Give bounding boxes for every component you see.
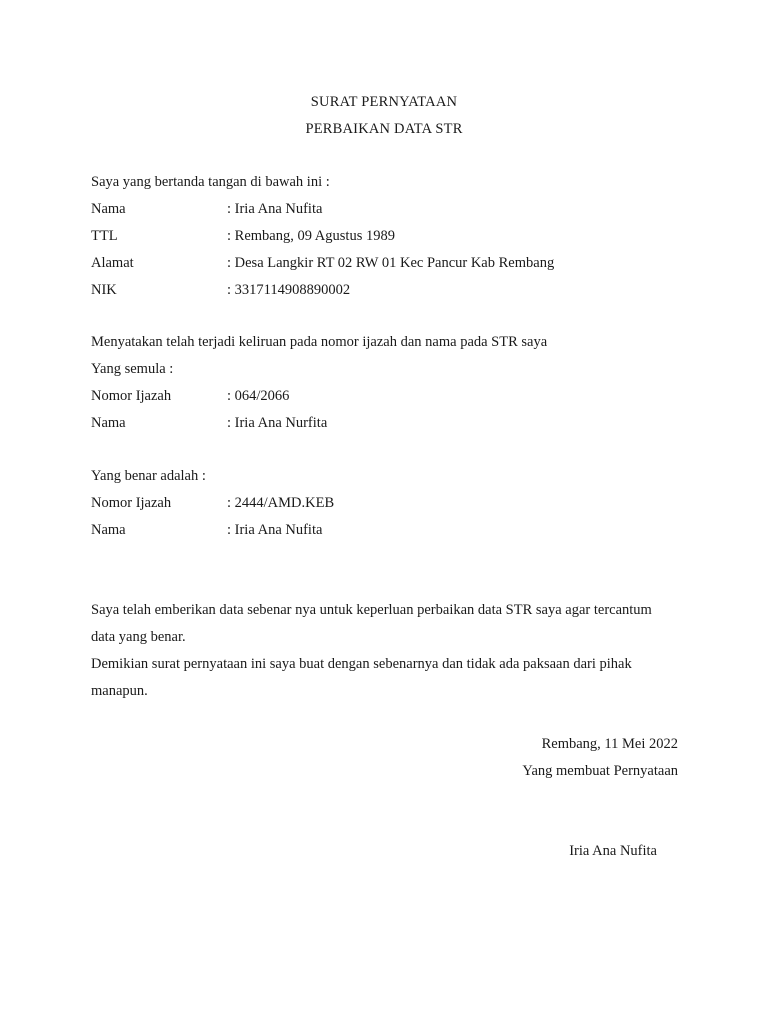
statement-text: Menyatakan telah terjadi keliruan pada nomor ijazah dan nama pada STR saya [91, 334, 548, 350]
original-label-certificate: Nomor Ijazah [91, 388, 172, 404]
signature-place-date: Rembang, 11 Mei 2022 [541, 736, 678, 752]
letter-subtitle: PERBAIKAN DATA STR [305, 121, 463, 137]
identity-value-ttl: : Rembang, 09 Agustus 1989 [227, 228, 395, 244]
closing-paragraph-line4: manapun. [91, 683, 148, 699]
corrected-label-certificate: Nomor Ijazah [91, 495, 172, 511]
signature-role: Yang membuat Pernyataan [522, 763, 678, 779]
corrected-label-name: Nama [91, 522, 126, 538]
identity-label-name: Nama [91, 201, 126, 217]
original-heading: Yang semula : [91, 361, 174, 377]
identity-value-name: : Iria Ana Nufita [227, 201, 323, 217]
corrected-value-certificate: : 2444/AMD.KEB [227, 495, 335, 511]
original-label-name: Nama [91, 415, 126, 431]
closing-paragraph-line1: Saya telah emberikan data sebenar nya untuk keperluan perbaikan data STR saya agar tercantum [91, 602, 652, 618]
identity-label-address: Alamat [91, 255, 134, 271]
letter-title: SURAT PERNYATAAN [310, 94, 458, 110]
closing-paragraph-line3: Demikian surat pernyataan ini saya buat dengan sebenarnya dan tidak ada paksaan dari pihak [91, 656, 632, 672]
corrected-value-name: : Iria Ana Nufita [227, 522, 323, 538]
identity-label-ttl: TTL [91, 228, 118, 244]
closing-paragraph-line2: data yang benar. [91, 629, 186, 645]
original-value-certificate: : 064/2066 [227, 388, 290, 404]
identity-value-nik: : 3317114908890002 [227, 282, 351, 298]
original-value-name: : Iria Ana Nurfita [227, 415, 328, 431]
intro-text: Saya yang bertanda tangan di bawah ini : [91, 174, 330, 190]
corrected-heading: Yang benar adalah : [91, 468, 206, 484]
identity-label-nik: NIK [91, 282, 117, 298]
identity-value-address: : Desa Langkir RT 02 RW 01 Kec Pancur Kab Rembang [227, 255, 555, 271]
signature-name: Iria Ana Nufita [569, 843, 657, 859]
